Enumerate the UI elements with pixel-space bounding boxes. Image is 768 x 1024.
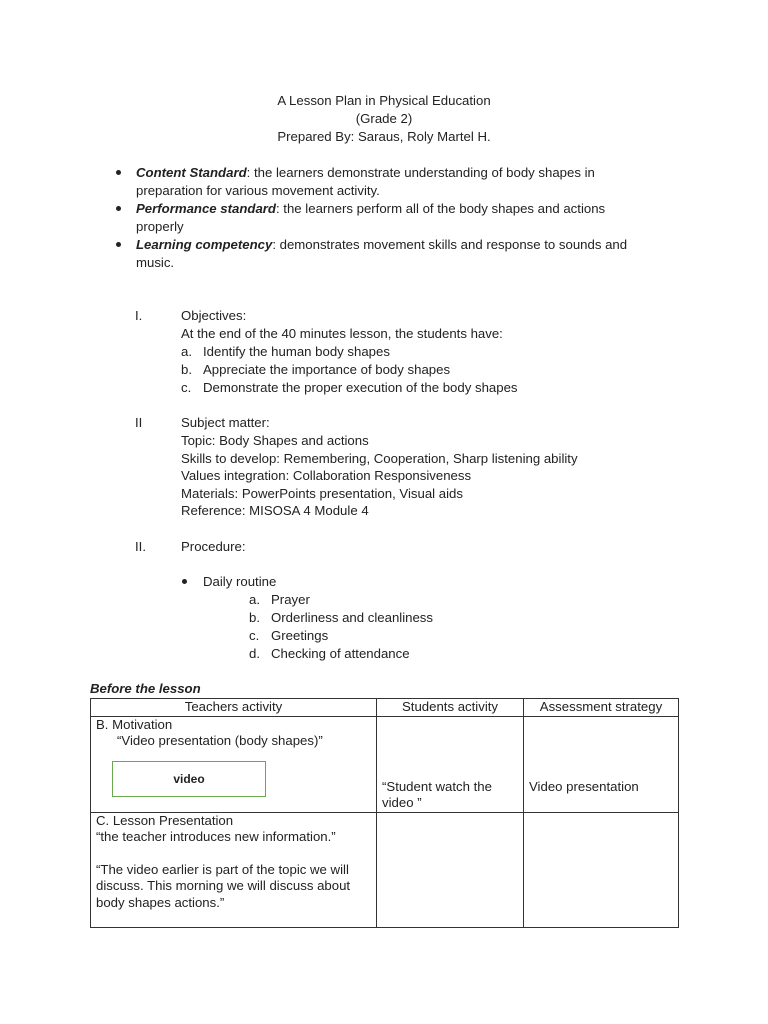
bullet-icon bbox=[116, 170, 121, 175]
performance-standard-label: Performance standard bbox=[136, 201, 276, 216]
routine-letter: a. bbox=[249, 592, 260, 607]
lesson-table bbox=[90, 698, 679, 928]
table-row-motivation bbox=[91, 716, 679, 812]
routine-item: Greetings bbox=[271, 628, 329, 643]
learning-competency-line1 bbox=[136, 236, 627, 254]
content-standard-text: : the learners demonstrate understanding of body shapes in bbox=[246, 165, 595, 180]
grade-label: (Grade 2) bbox=[355, 111, 413, 126]
presentation-teacher-cell bbox=[91, 812, 377, 927]
learning-competency-label: Learning competency bbox=[136, 237, 273, 252]
procedure-heading: Procedure: bbox=[181, 539, 246, 554]
routine-letter: b. bbox=[249, 610, 260, 625]
daily-routine-bullet: Daily routine bbox=[203, 574, 277, 589]
presentation-student-cell bbox=[377, 812, 524, 927]
objectives-numeral: I. bbox=[135, 308, 143, 323]
bullet-icon bbox=[116, 242, 121, 247]
video-placeholder[interactable]: video bbox=[112, 761, 266, 797]
routine-letter: d. bbox=[249, 646, 260, 661]
presentation-title: C. Lesson Presentation bbox=[96, 812, 234, 828]
routine-item: Checking of attendance bbox=[271, 646, 410, 661]
objective-item: Demonstrate the proper execution of the body shapes bbox=[203, 380, 518, 395]
motivation-assessment-cell bbox=[524, 716, 679, 812]
motivation-student-cell bbox=[377, 716, 524, 812]
motivation-title: B. Motivation bbox=[96, 716, 173, 732]
routine-item: Orderliness and cleanliness bbox=[271, 610, 433, 625]
subject-matter-line: Values integration: Collaboration Responsiveness bbox=[181, 468, 472, 483]
column-header-students: Students activity bbox=[377, 699, 524, 717]
bullet-icon bbox=[182, 579, 187, 584]
subject-matter-numeral: II bbox=[135, 415, 143, 430]
motivation-teacher-cell bbox=[91, 716, 377, 812]
presentation-para-line1: “The video earlier is part of the topic we will bbox=[96, 861, 349, 877]
motivation-student-line2: video ” bbox=[382, 795, 422, 810]
presentation-para-line3: body shapes actions.” bbox=[96, 894, 225, 910]
subject-matter-line: Skills to develop: Remembering, Cooperation, Sharp listening ability bbox=[181, 451, 578, 466]
objectives-intro: At the end of the 40 minutes lesson, the students have: bbox=[181, 326, 503, 341]
content-standard-label: Content Standard bbox=[136, 165, 247, 180]
subject-matter-heading: Subject matter: bbox=[181, 415, 270, 430]
objective-letter: a. bbox=[181, 344, 192, 359]
prepared-by: Prepared By: Saraus, Roly Martel H. bbox=[277, 129, 491, 144]
column-header-assessment: Assessment strategy bbox=[524, 699, 679, 717]
performance-standard-line1 bbox=[136, 200, 605, 218]
presentation-quote: “the teacher introduces new information.” bbox=[96, 829, 336, 844]
objective-letter: b. bbox=[181, 362, 192, 377]
objective-item: Identify the human body shapes bbox=[203, 344, 390, 359]
learning-competency-text: : demonstrates movement skills and response to sounds and bbox=[272, 237, 628, 252]
routine-item: Prayer bbox=[271, 592, 310, 607]
content-standard-line2: preparation for various movement activity. bbox=[136, 183, 380, 198]
routine-letter: c. bbox=[249, 628, 260, 643]
motivation-assessment: Video presentation bbox=[529, 779, 639, 794]
subject-matter-line: Reference: MISOSA 4 Module 4 bbox=[181, 503, 369, 518]
learning-competency-line2: music. bbox=[136, 255, 175, 270]
table-header-row bbox=[91, 699, 679, 717]
presentation-assessment-cell bbox=[524, 812, 679, 927]
before-lesson-heading: Before the lesson bbox=[90, 681, 201, 696]
table-row-presentation bbox=[91, 812, 679, 927]
presentation-para-line2: discuss. This morning we will discuss about bbox=[96, 878, 351, 893]
motivation-student-line1: “Student watch the bbox=[382, 778, 492, 794]
performance-standard-text: : the learners perform all of the body shapes and actions bbox=[275, 201, 606, 216]
column-header-teachers: Teachers activity bbox=[91, 699, 377, 717]
motivation-quote: “Video presentation (body shapes)” bbox=[117, 733, 323, 748]
subject-matter-line: Topic: Body Shapes and actions bbox=[181, 433, 369, 448]
document-title: A Lesson Plan in Physical Education bbox=[277, 93, 491, 108]
bullet-icon bbox=[116, 206, 121, 211]
objective-item: Appreciate the importance of body shapes bbox=[203, 362, 451, 377]
performance-standard-line2: properly bbox=[136, 219, 184, 234]
objectives-heading: Objectives: bbox=[181, 308, 247, 323]
procedure-numeral: II. bbox=[135, 539, 146, 554]
subject-matter-line: Materials: PowerPoints presentation, Visual aids bbox=[181, 486, 463, 501]
content-standard-line1 bbox=[136, 164, 595, 182]
objective-letter: c. bbox=[181, 380, 192, 395]
